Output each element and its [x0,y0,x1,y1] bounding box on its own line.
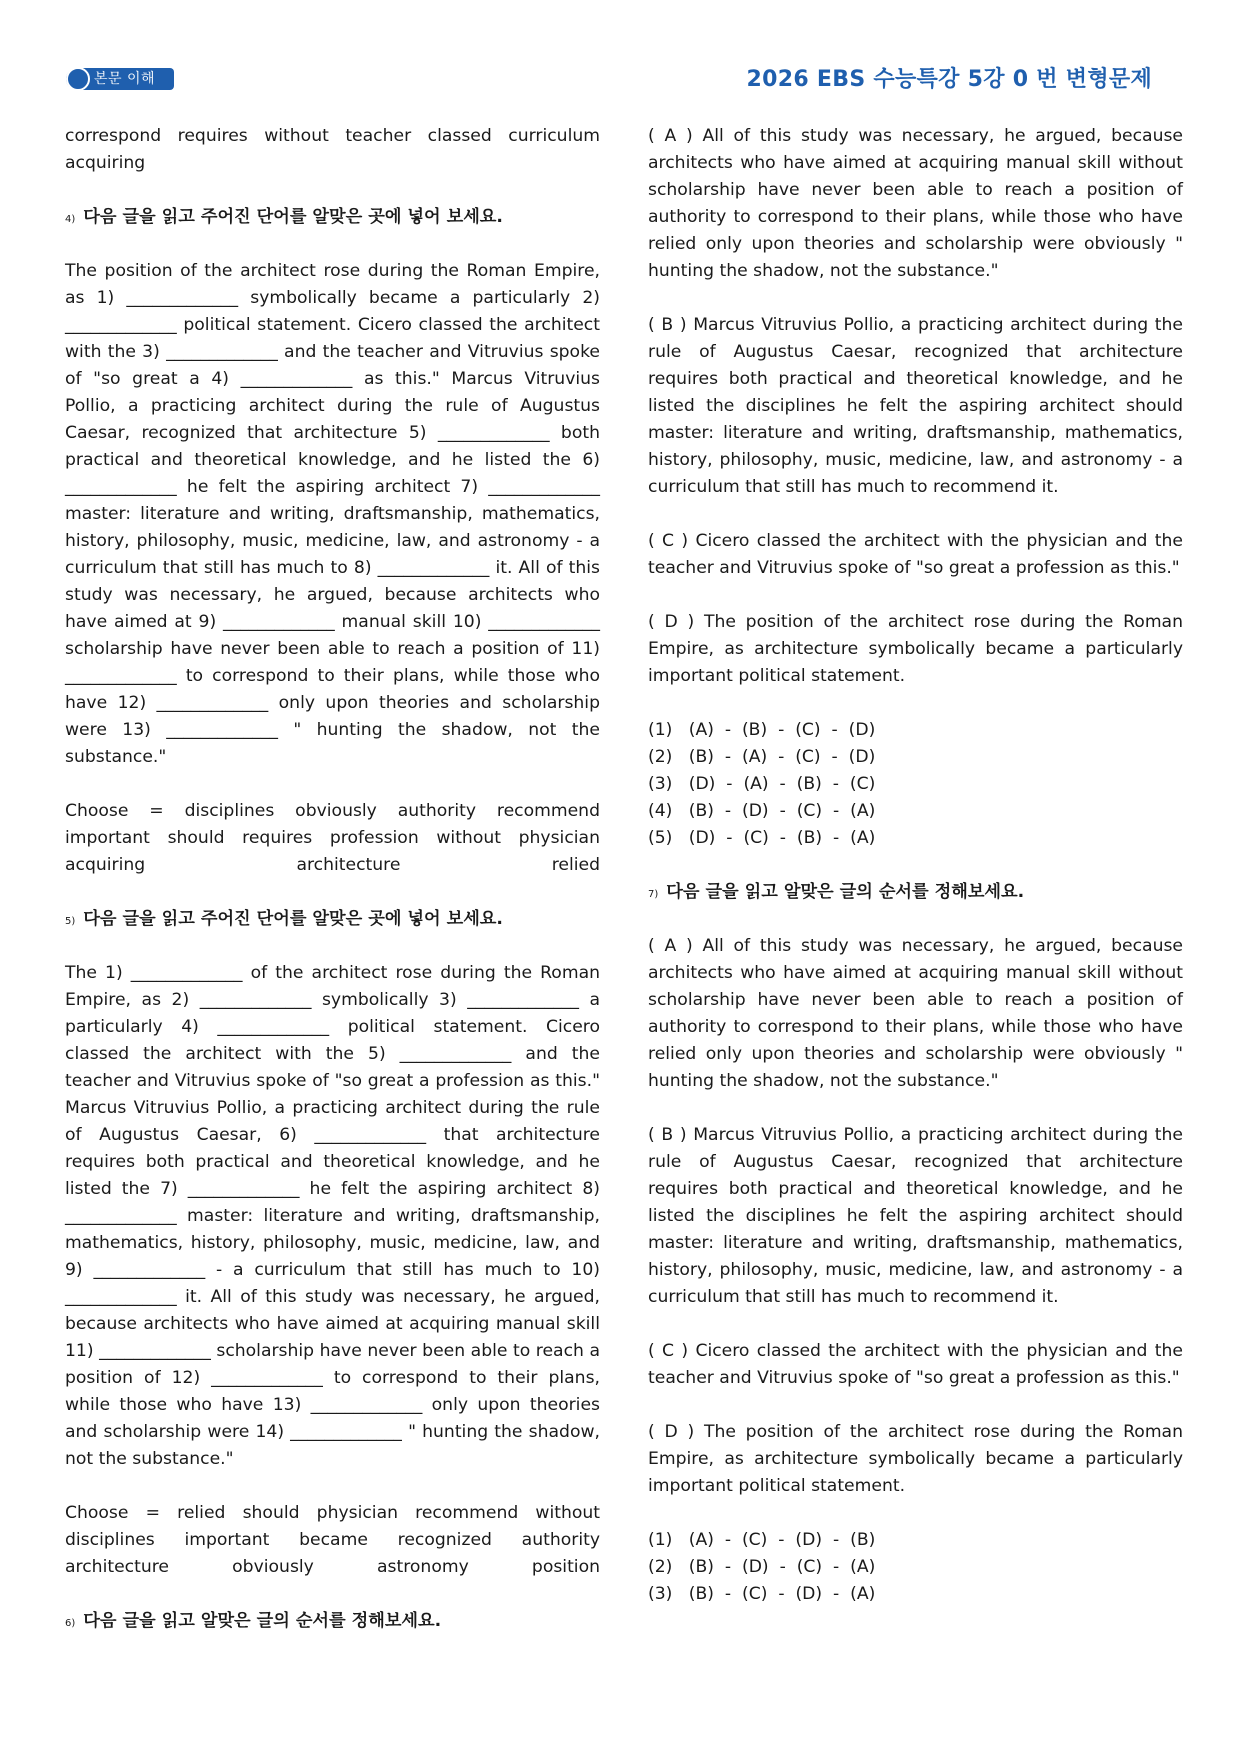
question-number: 7) [648,889,659,900]
question-number: 4) [65,214,76,225]
right-column [648,123,1183,1608]
answer-option[interactable]: (5) (D) - (C) - (B) - (A) [648,828,876,848]
word-list: correspond requires without teacher classed curriculum acquiring [65,126,600,173]
question-instruction: 다음 글을 읽고 주어진 단어를 알맞은 곳에 넣어 보세요. [83,909,503,929]
question-4-passage: The position of the architect rose during the Roman Empire, as 1) _____________ symbolically became a particularly 2) _____________ political statement. Cicero classed the architect with the 3) _____________ and the teacher and Vitruvius spoke of "so great a 4) _____________ as this." Marcus Vitruvius Pollio, a practicing architect during the rule of Augustus Caesar, recognized that architecture 5) _____________ both practical and theoretical knowledge, and he listed the 6) _____________ he felt the aspiring architect 7) _____________ master: literature and writing, draftsmanship, mathematics, history, philosophy, music, medicine, law, and astronomy - a curriculum that still has much to 8) _____________ it. All of this study was necessary, he argued, because architects who have aimed at 9) _____________ manual skill 10) _____________ scholarship have never been able to reach a position of 11) _____________ to correspond to their plans, while those who have 12) _____________ only upon theories and scholarship were 13) _____________ " hunting the shadow, not the substance." [65,261,600,767]
question-7-paragraph-d: ( D ) The position of the architect rose during the Roman Empire, as architecture symbolically became a particularly important political statement. [648,1422,1183,1496]
question-6-paragraph-a: ( A ) All of this study was necessary, he argued, because architects who have aimed at acquiring manual skill without scholarship have never been able to reach a position of authority to correspond to their plans, while those who have relied only upon theories and scholarship were obviously " hunting the shadow, not the substance." [648,126,1183,281]
question-6-paragraph-c: ( C ) Cicero classed the architect with the physician and the teacher and Vitruvius spoke of "so great a profession as this." [648,531,1183,578]
question-instruction: 다음 글을 읽고 주어진 단어를 알맞은 곳에 넣어 보세요. [83,207,503,227]
question-number: 5) [65,916,76,927]
question-6-paragraph-b: ( B ) Marcus Vitruvius Pollio, a practicing architect during the rule of Augustus Caesar, recognized that architecture requires both practical and theoretical knowledge, and he listed the disciplines he felt the aspiring architect should master: literature and writing, draftsmanship, mathematics, history, philosophy, music, medicine, law, and astronomy - a curriculum that still has much to recommend it. [648,315,1183,497]
question-instruction: 다음 글을 읽고 알맞은 글의 순서를 정해보세요. [666,882,1025,902]
question-6-paragraph-d: ( D ) The position of the architect rose during the Roman Empire, as architecture symbolically became a particularly important political statement. [648,612,1183,686]
question-7-heading [648,879,1183,906]
question-4-choices: Choose = disciplines obviously authority recommend important should requires profession without physician acquiring architecture relied [65,801,600,875]
page-title: 2026 EBS 수능특강 5강 0 번 변형문제 [746,67,1152,92]
question-7-paragraph-b: ( B ) Marcus Vitruvius Pollio, a practicing architect during the rule of Augustus Caesar, recognized that architecture requires both practical and theoretical knowledge, and he listed the disciplines he felt the aspiring architect should master: literature and writing, draftsmanship, mathematics, history, philosophy, music, medicine, law, and astronomy - a curriculum that still has much to recommend it. [648,1125,1183,1307]
question-7-paragraph-a: ( A ) All of this study was necessary, he argued, because architects who have aimed at acquiring manual skill without scholarship have never been able to reach a position of authority to correspond to their plans, while those who have relied only upon theories and scholarship were obviously " hunting the shadow, not the substance." [648,936,1183,1091]
answer-option[interactable]: (3) (B) - (C) - (D) - (A) [648,1584,876,1604]
section-badge [66,68,174,90]
answer-option[interactable]: (3) (D) - (A) - (B) - (C) [648,774,876,794]
badge-label: 본문 이해 [94,71,156,87]
answer-option[interactable]: (1) (A) - (B) - (C) - (D) [648,720,876,740]
question-5-choices: Choose = relied should physician recommend without disciplines important became recognized authority architecture obviously astronomy position [65,1503,600,1577]
question-number: 6) [65,1618,76,1629]
question-4-heading [65,204,600,231]
page-header [66,60,1152,96]
question-instruction: 다음 글을 읽고 알맞은 글의 순서를 정해보세요. [83,1611,442,1631]
question-5-heading [65,906,600,933]
badge-circle-icon [66,67,90,91]
answer-option[interactable]: (2) (B) - (A) - (C) - (D) [648,747,876,767]
question-6-heading [65,1608,600,1635]
question-7-paragraph-c: ( C ) Cicero classed the architect with the physician and the teacher and Vitruvius spoke of "so great a profession as this." [648,1341,1183,1388]
answer-option[interactable]: (2) (B) - (D) - (C) - (A) [648,1557,876,1577]
answer-option[interactable]: (4) (B) - (D) - (C) - (A) [648,801,876,821]
question-5-passage: The 1) _____________ of the architect rose during the Roman Empire, as 2) _____________ symbolically 3) _____________ a particularly 4) _____________ political statement. Cicero classed the architect with the 5) _____________ and the teacher and Vitruvius spoke of "so great a profession as this." Marcus Vitruvius Pollio, a practicing architect during the rule of Augustus Caesar, 6) _____________ that architecture requires both practical and theoretical knowledge, and he listed the 7) _____________ he felt the aspiring architect 8) _____________ master: literature and writing, draftsmanship, mathematics, history, philosophy, music, medicine, law, and 9) _____________ - a curriculum that still has much to 10) _____________ it. All of this study was necessary, he argued, because architects who have aimed at acquiring manual skill 11) _____________ scholarship have never been able to reach a position of 12) _____________ to correspond to their plans, while those who have 13) _____________ only upon theories and scholarship were 14) _____________ " hunting the shadow, not the substance." [65,963,600,1469]
left-column [65,123,600,1635]
answer-option[interactable]: (1) (A) - (C) - (D) - (B) [648,1530,876,1550]
